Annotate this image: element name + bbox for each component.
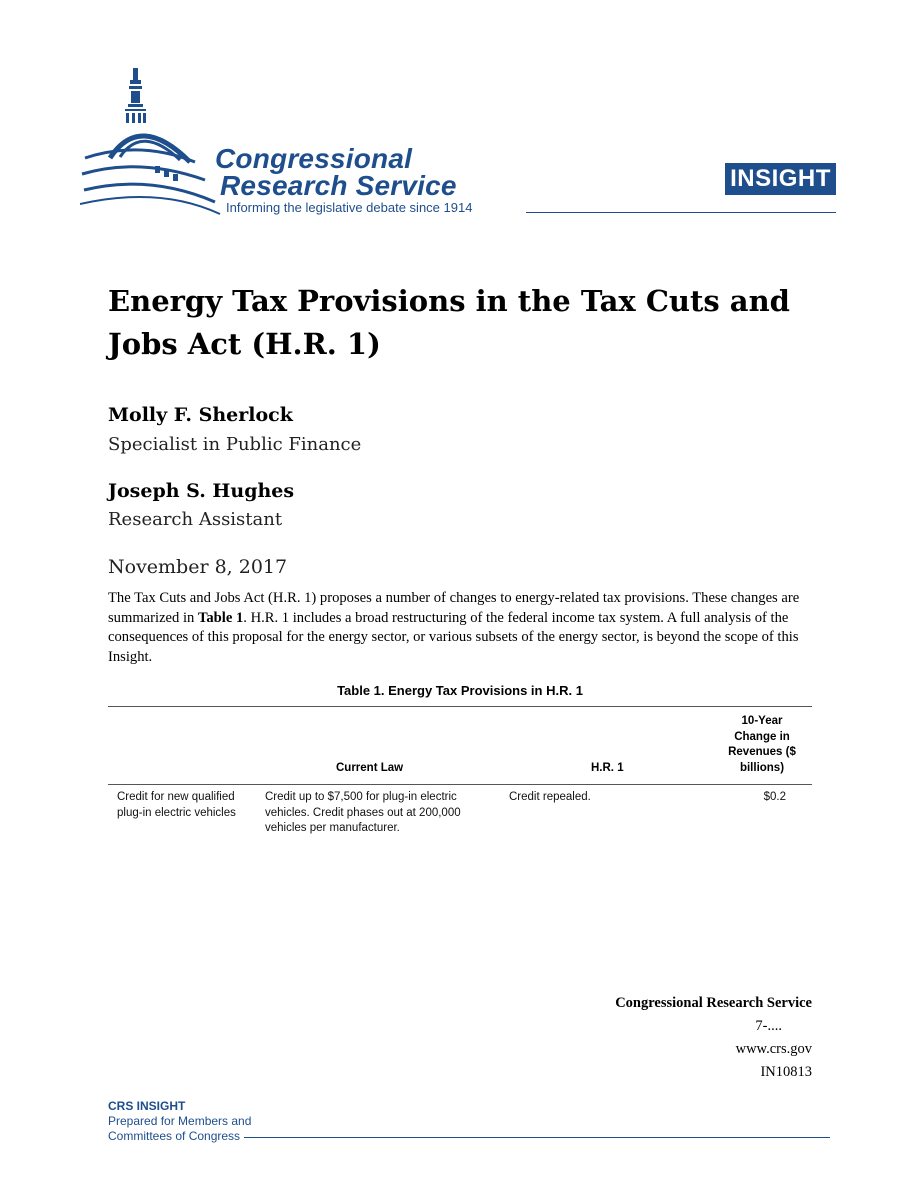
cell-current-law: Credit up to $7,500 for plug-in electric vehicles. Credit phases out at 200,000 vehicles per manufacturer. <box>265 791 461 834</box>
intro-text-1: The Tax Cuts and Jobs Act (H.R. 1) proposes a number of changes to energy-related tax provisions. These changes are summarized in <box>108 590 800 626</box>
publication-date: November 8, 2017 <box>108 556 288 578</box>
header-current-law: Current Law <box>336 762 404 774</box>
table-header-rule <box>108 784 812 785</box>
footer-block <box>615 992 812 1084</box>
crs-insight-footer <box>108 1099 251 1144</box>
footer-code: 7-.... <box>755 1018 782 1034</box>
footer-divider <box>244 1137 830 1138</box>
header-revenue-change: 10-Year Change in Revenues ($ billions) <box>728 715 796 774</box>
intro-text-2: . H.R. 1 includes a broad restructuring of the federal income tax system. A full analysis of the consequences of this proposal for the energy sector, or various subsets of the energy sector, is beyond the scope of this Insight. <box>108 609 799 665</box>
crs-org-line2: Research Service <box>220 170 457 201</box>
cell-provision: Credit for new qualified plug-in electric vehicles <box>117 791 236 819</box>
crs-insight-label: CRS INSIGHT <box>108 1099 186 1113</box>
author-name-2: Joseph S. Hughes <box>108 480 295 502</box>
header-hr1: H.R. 1 <box>591 762 624 774</box>
crs-org-line1: Congressional <box>215 143 413 174</box>
author-name-1: Molly F. Sherlock <box>108 404 293 426</box>
table-caption: Table 1. Energy Tax Provisions in H.R. 1 <box>337 683 583 698</box>
cell-hr1: Credit repealed. <box>509 791 591 803</box>
intro-paragraph <box>108 589 812 667</box>
page-title: Energy Tax Provisions in the Tax Cuts and Jobs Act (H.R. 1) <box>108 284 790 361</box>
footer-url[interactable]: www.crs.gov <box>735 1041 812 1057</box>
crs-tagline: Informing the legislative debate since 1914 <box>226 200 473 215</box>
author-role-2: Research Assistant <box>108 509 283 530</box>
table-reference: Table 1 <box>197 609 244 626</box>
header-divider <box>526 212 836 213</box>
insight-badge: INSIGHT <box>725 163 836 195</box>
table-top-rule <box>108 706 812 707</box>
crs-capitol-dome-logo <box>80 62 230 222</box>
footer-id: IN10813 <box>760 1064 812 1080</box>
author-role-1: Specialist in Public Finance <box>108 434 362 455</box>
crs-footer-line1: Prepared for Members and <box>108 1114 252 1128</box>
cell-revenue-change: $0.2 <box>763 791 786 803</box>
footer-org: Congressional Research Service <box>615 995 812 1011</box>
crs-footer-line2: Committees of Congress <box>108 1129 241 1143</box>
